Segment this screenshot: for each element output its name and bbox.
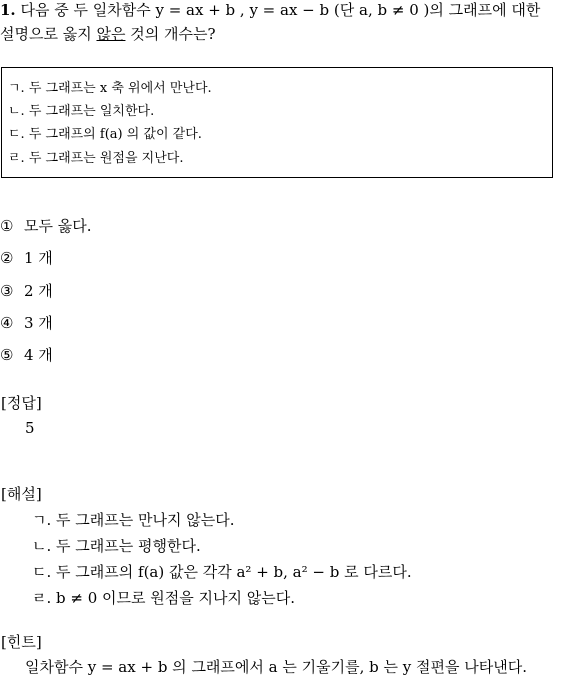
hint-text: 일차함수 y = ax + b 의 그래프에서 a 는 기울기를, b 는 y 절편을 나타낸다. [25, 658, 527, 676]
choice-mark: ③ [0, 282, 14, 300]
question-text-2-emphasis: 않은 [96, 25, 126, 43]
question-line-2 [0, 24, 216, 44]
explanation-item: ㄴ. 두 그래프는 평행한다. [32, 537, 201, 555]
choice-text: 모두 옳다. [24, 217, 92, 235]
answer-value: 5 [25, 419, 35, 437]
statement-item: ㄹ. 두 그래프는 원점을 지난다. [8, 151, 184, 166]
choice-5[interactable] [0, 345, 53, 365]
choice-3[interactable] [0, 281, 53, 301]
choice-2[interactable] [0, 248, 53, 268]
answer-header: [정답] [1, 394, 42, 412]
choice-1[interactable] [0, 216, 92, 236]
question-line-1 [0, 0, 540, 20]
question-text-2-pre: 설명으로 옳지 [0, 25, 97, 43]
choice-text: 2 개 [24, 282, 53, 300]
choice-text: 4 개 [24, 346, 53, 364]
explanation-item: ㄷ. 두 그래프의 f(a) 값은 각각 a² + b, a² − b 로 다르다. [32, 563, 412, 581]
choice-mark: ④ [0, 314, 14, 332]
choice-mark: ② [0, 249, 14, 267]
statement-item: ㄱ. 두 그래프는 x 축 위에서 만난다. [8, 81, 212, 96]
explanation-item: ㄹ. b ≠ 0 이므로 원점을 지나지 않는다. [32, 589, 295, 607]
explanation-item: ㄱ. 두 그래프는 만나지 않는다. [32, 511, 235, 529]
choice-mark: ① [0, 217, 14, 235]
choice-4[interactable] [0, 313, 53, 333]
choice-text: 3 개 [24, 314, 53, 332]
question-text-1: 다음 중 두 일차함수 y = ax + b , y = ax − b (단 a, b ≠ 0 )의 그래프에 대한 [20, 1, 541, 19]
statement-box [1, 67, 553, 178]
statement-item: ㄴ. 두 그래프는 일치한다. [8, 104, 155, 119]
hint-header: [힌트] [1, 633, 42, 651]
statement-item: ㄷ. 두 그래프의 f(a) 의 값이 같다. [8, 127, 202, 142]
question-text-2-post: 것의 개수는? [125, 25, 216, 43]
choice-mark: ⑤ [0, 346, 14, 364]
choice-text: 1 개 [24, 249, 53, 267]
question-number: 1. [0, 1, 16, 19]
explanation-header: [해설] [1, 485, 42, 503]
